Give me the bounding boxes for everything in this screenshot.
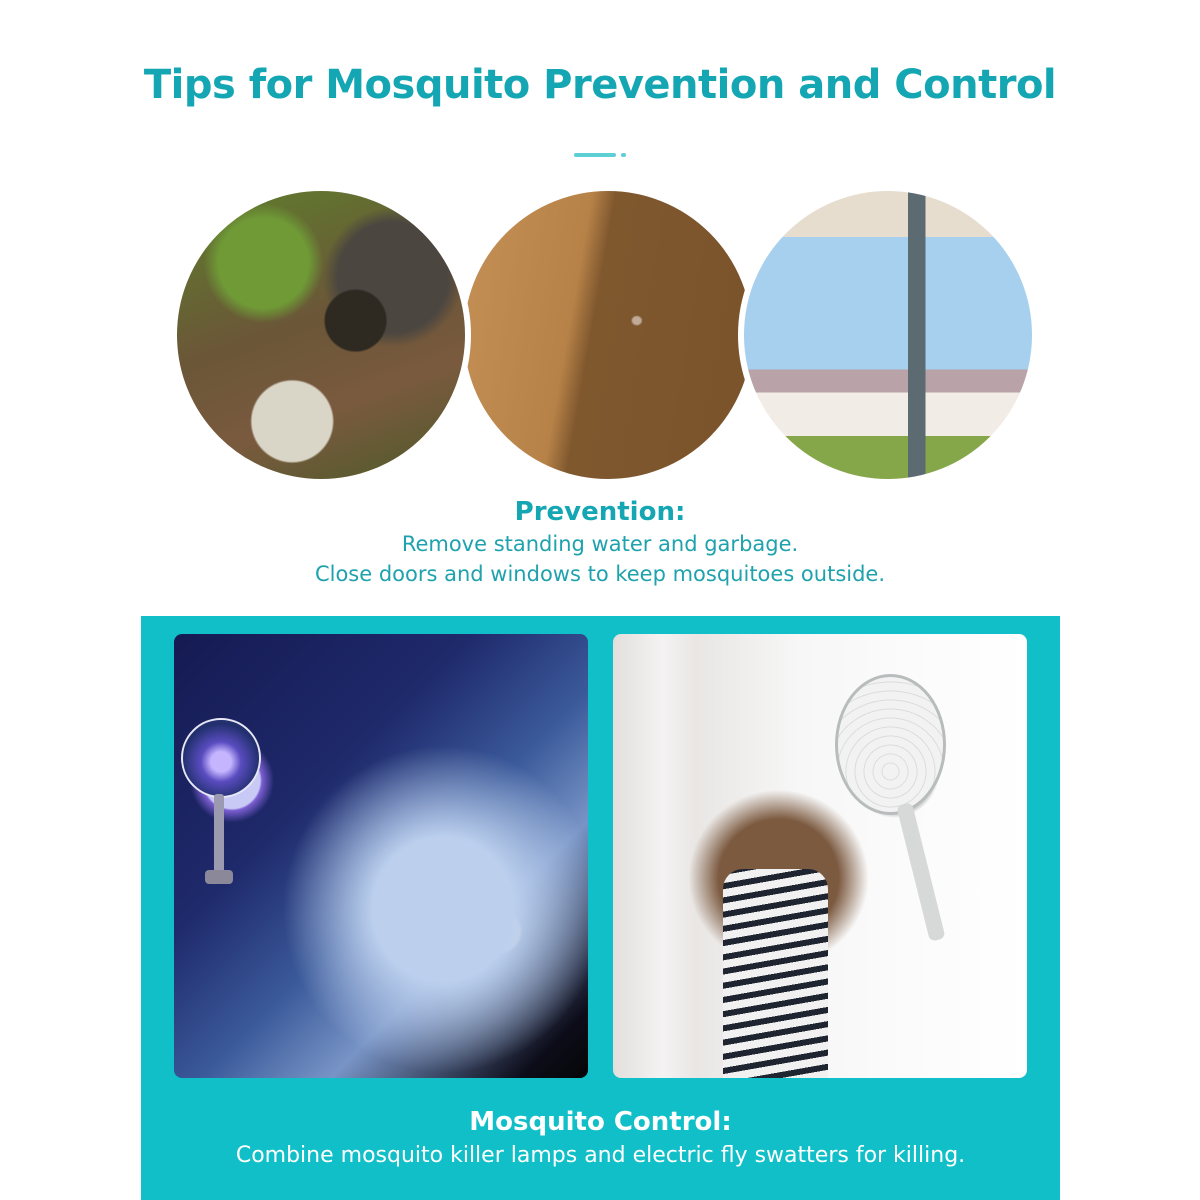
fly-swatter-handle [896, 802, 945, 942]
control-image-lamp [174, 634, 588, 1078]
striped-shirt [723, 869, 828, 1078]
control-heading: Mosquito Control: [469, 1107, 732, 1137]
control-image-swatter [613, 634, 1027, 1078]
prevention-image-larvae [458, 185, 758, 485]
prevention-heading: Prevention: [514, 497, 686, 527]
control-description: Combine mosquito killer lamps and electric fly swatters for killing. [235, 1143, 966, 1168]
control-panel [141, 616, 1060, 1200]
page-title: Tips for Mosquito Prevention and Control [143, 62, 1057, 108]
prevention-image-window [738, 185, 1038, 485]
mosquito-lamp-base [205, 870, 233, 884]
mosquito-lamp-icon [181, 718, 261, 798]
prevention-line-1: Remove standing water and garbage. [401, 532, 799, 556]
fly-swatter-icon [835, 674, 946, 815]
title-divider [574, 153, 616, 157]
prevention-line-2: Close doors and windows to keep mosquitoes outside. [314, 562, 886, 586]
mosquito-lamp-stem [214, 794, 224, 874]
prevention-image-garbage [171, 185, 471, 485]
title-divider-dot [621, 153, 626, 157]
